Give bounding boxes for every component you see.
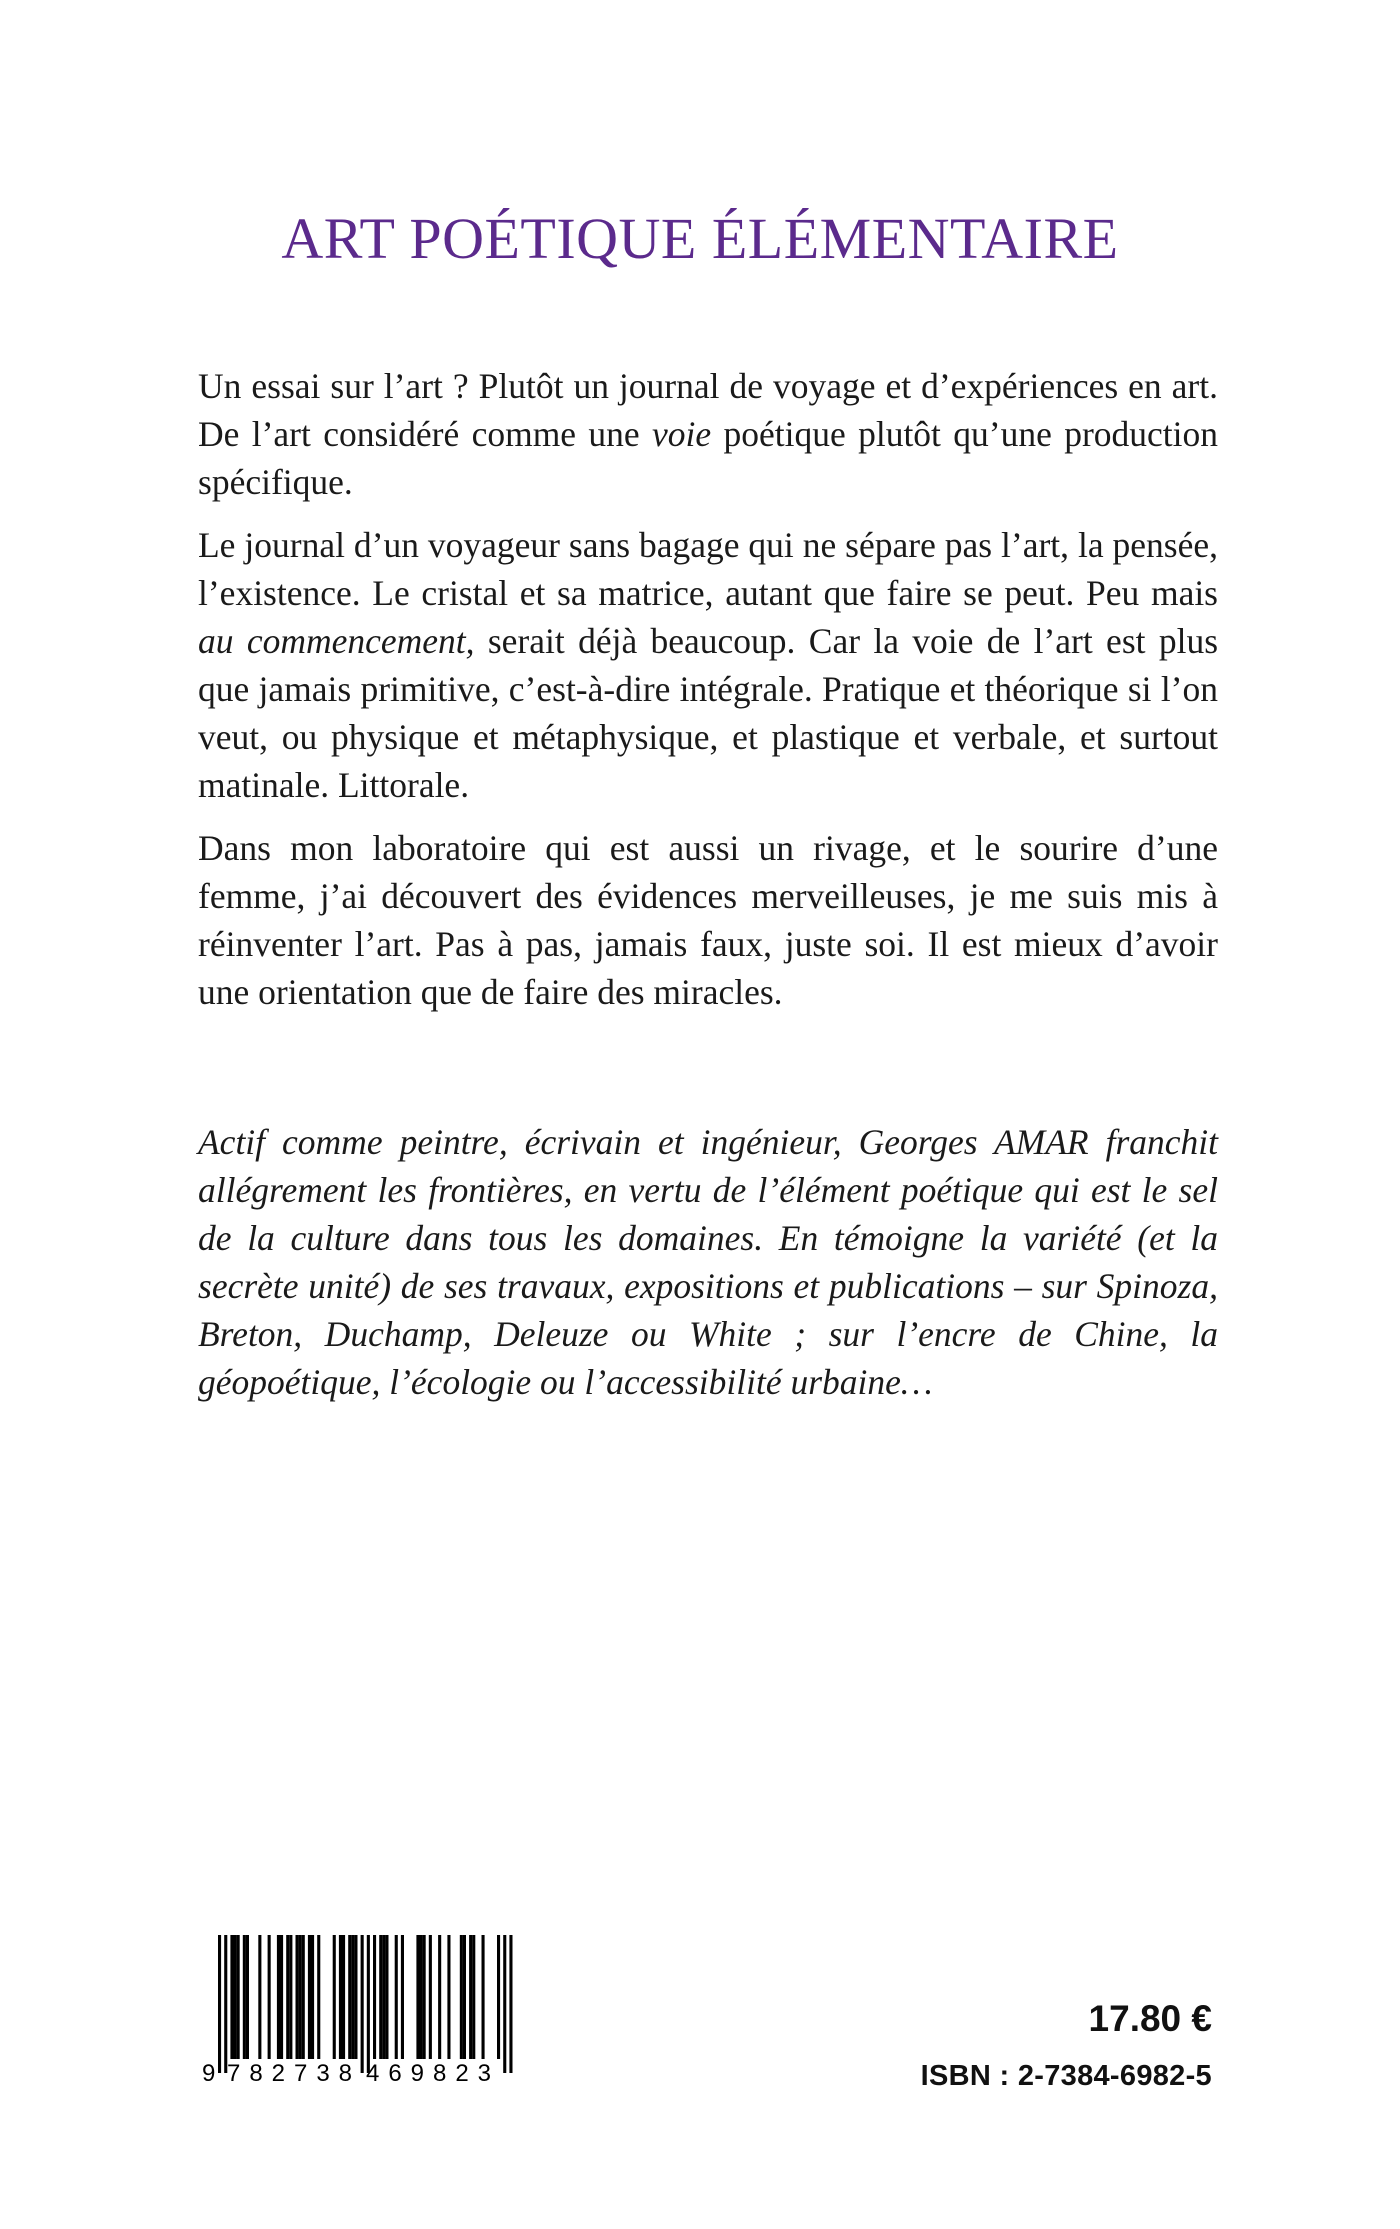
barcode-bar xyxy=(472,1935,475,2059)
barcode-group-2: 469823 xyxy=(366,2060,491,2085)
barcode-bar xyxy=(277,1935,280,2059)
barcode-bar xyxy=(416,1935,419,2059)
barcode-bar xyxy=(429,1935,432,2059)
barcode-bar xyxy=(367,1935,370,2073)
barcode-bar xyxy=(258,1935,261,2059)
barcode-bar xyxy=(354,1935,357,2059)
emphasis-voie: voie xyxy=(652,414,712,454)
barcode-bar xyxy=(317,1935,320,2059)
barcode-bar xyxy=(395,1935,398,2059)
barcode-bar xyxy=(482,1935,485,2059)
blurb-paragraph-1: Un essai sur l’art ? Plutôt un journal de voyage et d’expériences en art. De l’art considéré comme une voie poétique plutôt qu’une production spécifique. xyxy=(198,366,1218,502)
barcode-bar xyxy=(382,1935,385,2059)
barcode-bar xyxy=(286,1935,289,2059)
barcode-bar xyxy=(351,1935,354,2059)
barcode-bar xyxy=(280,1935,283,2059)
barcode-bar xyxy=(438,1935,441,2059)
barcode-bar xyxy=(311,1935,314,2059)
blurb xyxy=(198,362,1218,1031)
barcode-bar xyxy=(342,1935,345,2059)
barcode-bar xyxy=(339,1935,342,2059)
barcode-bar xyxy=(237,1935,240,2059)
barcode-bar xyxy=(401,1935,404,2059)
book-title: ART POÉTIQUE ÉLÉMENTAIRE xyxy=(281,206,1119,271)
barcode-bar xyxy=(218,1935,221,2073)
barcode-bar xyxy=(497,1935,500,2059)
barcode-bar xyxy=(234,1935,237,2059)
barcode-bar xyxy=(503,1935,506,2073)
barcode-bar xyxy=(296,1935,299,2059)
barcode-bar xyxy=(373,1935,376,2059)
blurb-paragraph-2: Le journal d’un voyageur sans bagage qui ne sépare pas l’art, la pensée, l’existence. Le cristal et sa matrice, autant que faire se peut. Peu mais au commencement, serait déjà beaucoup. Car la voie de l’art est plus que jamais primitive, c’est-à-dire intégrale. Pratique et théorique si l’on veut, ou physique et métaphysique, et plastique et verbale, et surtout matinale. Littorale. xyxy=(198,525,1219,805)
barcode-bar xyxy=(460,1935,463,2059)
barcode-bar xyxy=(423,1935,426,2059)
isbn: ISBN : 2-7384-6982-5 xyxy=(920,2060,1212,2092)
author-bio-text: Actif comme peintre, écrivain et ingénieur, Georges AMAR franchit allégrement les frontières, en vertu de l’élément poétique qui est le sel de la culture dans tous les domaines. En témoigne la variété (et la secrète unité) de ses travaux, expositions et publications – sur Spinoza, Breton, Duchamp, Deleuze ou White ; sur l’encre de Chine, la géopoétique, l’écologie ou l’accessibilité urbaine… xyxy=(198,1122,1218,1402)
barcode-bar xyxy=(463,1935,466,2059)
price: 17.80 € xyxy=(1088,1998,1212,2039)
barcode-bar xyxy=(246,1935,249,2059)
barcode-bar xyxy=(385,1935,388,2059)
barcode-bar xyxy=(379,1935,382,2059)
barcode-group-1: 782738 xyxy=(227,2060,352,2085)
barcode-bar xyxy=(302,1935,305,2059)
barcode-bar xyxy=(308,1935,311,2059)
barcode-bar xyxy=(361,1935,364,2073)
barcode xyxy=(200,1935,520,2085)
barcode-bar xyxy=(289,1935,292,2059)
barcode-bar xyxy=(224,1935,227,2073)
barcode-bar xyxy=(299,1935,302,2059)
barcode-bar xyxy=(243,1935,246,2059)
barcode-bar xyxy=(348,1935,351,2059)
barcode-bar xyxy=(447,1935,450,2059)
emphasis-au-commencement: au commencement, xyxy=(198,621,475,661)
barcode-lead-digit: 9 xyxy=(202,2060,216,2085)
barcode-bar xyxy=(469,1935,472,2059)
author-bio xyxy=(198,1118,1218,1406)
barcode-bar xyxy=(230,1935,233,2059)
barcode-bar xyxy=(420,1935,423,2059)
barcode-bar xyxy=(509,1935,512,2073)
barcode-bar xyxy=(333,1935,336,2059)
barcode-bar xyxy=(268,1935,271,2059)
blurb-paragraph-3: Dans mon laboratoire qui est aussi un rivage, et le sourire d’une femme, j’ai découvert des évidences merveilleuses, je me suis mis à réinventer l’art. Pas à pas, jamais faux, juste soi. Il est mieux d’avoir une orientation que de faire des miracles. xyxy=(198,828,1218,1012)
